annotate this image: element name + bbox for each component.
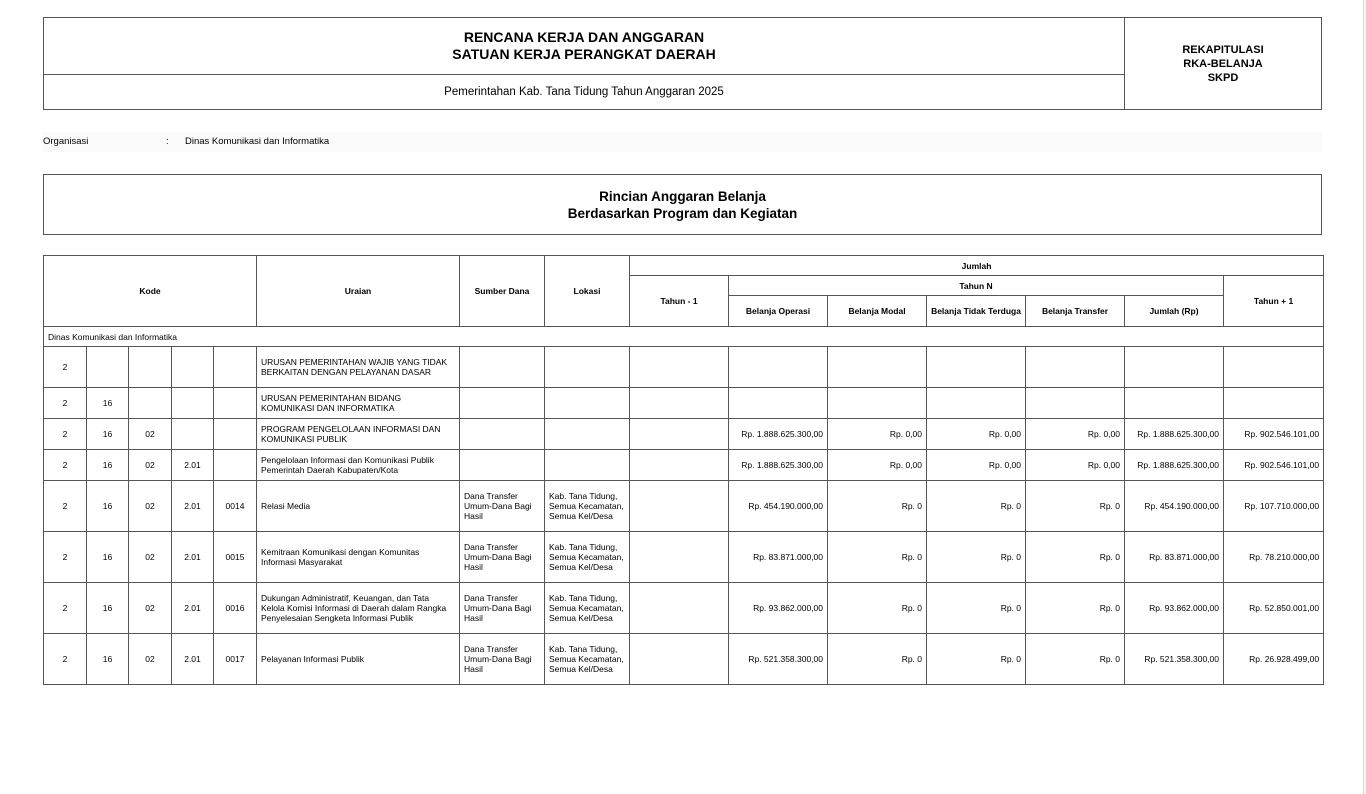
cell-belanja-transfer: Rp. 0 [1026,481,1125,532]
cell-belanja-transfer: Rp. 0,00 [1026,419,1125,450]
cell-kode-3: 02 [129,583,172,634]
cell-uraian: URUSAN PEMERINTAHAN BIDANG KOMUNIKASI DAN INFORMATIKA [257,388,460,419]
cell-kode-4: 2.01 [172,634,214,685]
table-row [44,388,1324,419]
table-row [44,634,1324,685]
header-subtitle: Pemerintahan Kab. Tana Tidung Tahun Anggaran 2025 [444,86,724,98]
col-tahun-minus: Tahun - 1 [630,276,729,327]
org-section-label: Dinas Komunikasi dan Informatika [44,327,1324,347]
cell-kode-3: 02 [129,419,172,450]
cell-lokasi [545,419,630,450]
cell-kode-4: 2.01 [172,450,214,481]
cell-kode-1: 2 [44,347,87,388]
cell-sumber-dana: Dana Transfer Umum-Dana Bagi Hasil [460,481,545,532]
cell-kode-2: 16 [87,450,129,481]
cell-kode-5: 0016 [214,583,257,634]
cell-lokasi: Kab. Tana Tidung, Semua Kecamatan, Semua Kel/Desa [545,481,630,532]
cell-jumlah-rp: Rp. 454.190.000,00 [1125,481,1224,532]
cell-kode-4: 2.01 [172,532,214,583]
cell-tahun-plus [1224,347,1324,388]
table-row [44,419,1324,450]
cell-kode-4: 2.01 [172,583,214,634]
cell-lokasi [545,450,630,481]
cell-belanja-tidak-terduga [927,347,1026,388]
cell-tahun-minus [630,388,729,419]
cell-uraian: Kemitraan Komunikasi dengan Komunitas Informasi Masyarakat [257,532,460,583]
cell-kode-3: 02 [129,634,172,685]
cell-tahun-minus [630,481,729,532]
cell-kode-1: 2 [44,481,87,532]
cell-belanja-modal: Rp. 0,00 [828,419,927,450]
col-lokasi: Lokasi [545,256,630,327]
header-title-line1: RENCANA KERJA DAN ANGGARAN [463,29,705,45]
cell-belanja-tidak-terduga: Rp. 0 [927,583,1026,634]
cell-tahun-plus: Rp. 78.210.000,00 [1224,532,1324,583]
col-jumlah-rp: Jumlah (Rp) [1125,296,1224,327]
cell-belanja-tidak-terduga: Rp. 0 [927,532,1026,583]
cell-jumlah-rp: Rp. 93.862.000,00 [1125,583,1224,634]
col-kode: Kode [44,256,257,327]
cell-kode-5 [214,388,257,419]
cell-kode-2: 16 [87,481,129,532]
cell-tahun-plus [1224,388,1324,419]
table-row [44,583,1324,634]
cell-uraian: Pengelolaan Informasi dan Komunikasi Publik Pemerintah Daerah Kabupaten/Kota [257,450,460,481]
cell-belanja-tidak-terduga: Rp. 0,00 [927,419,1026,450]
cell-sumber-dana: Dana Transfer Umum-Dana Bagi Hasil [460,532,545,583]
cell-belanja-tidak-terduga: Rp. 0 [927,634,1026,685]
cell-sumber-dana: Dana Transfer Umum-Dana Bagi Hasil [460,583,545,634]
table-row [44,532,1324,583]
cell-uraian: URUSAN PEMERINTAHAN WAJIB YANG TIDAK BERKAITAN DENGAN PELAYANAN DASAR [257,347,460,388]
cell-kode-1: 2 [44,388,87,419]
cell-belanja-operasi: Rp. 454.190.000,00 [729,481,828,532]
cell-belanja-transfer [1026,388,1125,419]
cell-kode-4: 2.01 [172,481,214,532]
header-title-line2: SATUAN KERJA PERANGKAT DAERAH [452,46,716,62]
organisasi-colon: : [166,136,169,147]
cell-kode-2: 16 [87,583,129,634]
cell-jumlah-rp: Rp. 1.888.625.300,00 [1125,419,1224,450]
col-uraian: Uraian [257,256,460,327]
cell-belanja-transfer: Rp. 0 [1026,583,1125,634]
cell-kode-4 [172,347,214,388]
table-row [44,450,1324,481]
cell-kode-1: 2 [44,583,87,634]
cell-kode-4 [172,419,214,450]
organisasi-label: Organisasi [43,136,89,147]
cell-tahun-plus: Rp. 26.928.499,00 [1224,634,1324,685]
document-header [43,17,1322,110]
rincian-line1: Rincian Anggaran Belanja [599,189,766,204]
rincian-title [43,174,1322,235]
cell-uraian: PROGRAM PENGELOLAAN INFORMASI DAN KOMUNIKASI PUBLIK [257,419,460,450]
cell-kode-2: 16 [87,419,129,450]
cell-kode-1: 2 [44,419,87,450]
cell-belanja-modal: Rp. 0 [828,583,927,634]
header-row-1 [44,256,1324,276]
cell-belanja-operasi: Rp. 521.358.300,00 [729,634,828,685]
table-row [44,481,1324,532]
cell-kode-3: 02 [129,481,172,532]
cell-kode-1: 2 [44,634,87,685]
cell-tahun-minus [630,532,729,583]
cell-lokasi: Kab. Tana Tidung, Semua Kecamatan, Semua Kel/Desa [545,532,630,583]
cell-belanja-modal [828,388,927,419]
cell-jumlah-rp: Rp. 1.888.625.300,00 [1125,450,1224,481]
cell-belanja-tidak-terduga: Rp. 0 [927,481,1026,532]
cell-belanja-transfer: Rp. 0,00 [1026,450,1125,481]
cell-kode-3 [129,347,172,388]
cell-belanja-operasi [729,347,828,388]
col-sumber-dana: Sumber Dana [460,256,545,327]
cell-kode-3: 02 [129,450,172,481]
header-right-line1: REKAPITULASI [1182,44,1264,56]
cell-lokasi [545,347,630,388]
cell-belanja-operasi: Rp. 1.888.625.300,00 [729,450,828,481]
cell-jumlah-rp [1125,347,1224,388]
cell-jumlah-rp: Rp. 83.871.000,00 [1125,532,1224,583]
header-right-line2: RKA-BELANJA [1183,58,1263,70]
cell-belanja-operasi [729,388,828,419]
cell-tahun-minus [630,347,729,388]
cell-sumber-dana [460,450,545,481]
cell-tahun-plus: Rp. 902.546.101,00 [1224,419,1324,450]
cell-jumlah-rp [1125,388,1224,419]
header-title [44,18,1124,75]
cell-kode-5 [214,450,257,481]
cell-belanja-modal: Rp. 0,00 [828,450,927,481]
cell-kode-2: 16 [87,532,129,583]
cell-tahun-minus [630,634,729,685]
cell-kode-1: 2 [44,450,87,481]
cell-tahun-plus: Rp. 107.710.000,00 [1224,481,1324,532]
cell-tahun-plus: Rp. 52.850.001,00 [1224,583,1324,634]
cell-belanja-tidak-terduga [927,388,1026,419]
col-tahun-plus: Tahun + 1 [1224,276,1324,327]
cell-kode-5: 0017 [214,634,257,685]
cell-belanja-modal: Rp. 0 [828,532,927,583]
cell-kode-5 [214,419,257,450]
table-row [44,347,1324,388]
cell-lokasi: Kab. Tana Tidung, Semua Kecamatan, Semua Kel/Desa [545,634,630,685]
rincian-line2: Berdasarkan Program dan Kegiatan [567,206,798,221]
org-section-row [44,327,1324,347]
cell-kode-4 [172,388,214,419]
cell-kode-5: 0014 [214,481,257,532]
cell-kode-2 [87,347,129,388]
cell-belanja-transfer: Rp. 0 [1026,532,1125,583]
cell-sumber-dana [460,419,545,450]
cell-kode-5 [214,347,257,388]
cell-uraian: Pelayanan Informasi Publik [257,634,460,685]
col-jumlah: Jumlah [630,256,1324,276]
cell-belanja-modal: Rp. 0 [828,634,927,685]
cell-kode-3: 02 [129,532,172,583]
header-right-label [1125,18,1321,109]
col-belanja-modal: Belanja Modal [828,296,927,327]
cell-kode-5: 0015 [214,532,257,583]
cell-belanja-modal: Rp. 0 [828,481,927,532]
cell-kode-2: 16 [87,634,129,685]
cell-belanja-operasi: Rp. 93.862.000,00 [729,583,828,634]
cell-lokasi: Kab. Tana Tidung, Semua Kecamatan, Semua Kel/Desa [545,583,630,634]
cell-belanja-operasi: Rp. 1.888.625.300,00 [729,419,828,450]
col-belanja-tidak-terduga: Belanja Tidak Terduga [927,296,1026,327]
cell-sumber-dana: Dana Transfer Umum-Dana Bagi Hasil [460,634,545,685]
organisasi-row [43,132,1322,152]
cell-belanja-operasi: Rp. 83.871.000,00 [729,532,828,583]
header-right-line3: SKPD [1207,72,1239,84]
cell-lokasi [545,388,630,419]
organisasi-value: Dinas Komunikasi dan Informatika [185,136,330,147]
cell-tahun-minus [630,419,729,450]
cell-belanja-transfer [1026,347,1125,388]
cell-kode-1: 2 [44,532,87,583]
cell-kode-3 [129,388,172,419]
cell-jumlah-rp: Rp. 521.358.300,00 [1125,634,1224,685]
cell-belanja-tidak-terduga: Rp. 0,00 [927,450,1026,481]
cell-uraian: Dukungan Administratif, Keuangan, dan Tata Kelola Komisi Informasi di Daerah dalam Rangka Penyelesaian Sengketa Informasi Publik [257,583,460,634]
col-belanja-operasi: Belanja Operasi [729,296,828,327]
budget-table [43,255,1324,685]
col-belanja-transfer: Belanja Transfer [1026,296,1125,327]
cell-sumber-dana [460,347,545,388]
cell-belanja-transfer: Rp. 0 [1026,634,1125,685]
header-left [44,18,1125,109]
col-tahun-n: Tahun N [729,276,1224,296]
cell-sumber-dana [460,388,545,419]
cell-uraian: Relasi Media [257,481,460,532]
cell-tahun-plus: Rp. 902.546.101,00 [1224,450,1324,481]
cell-belanja-modal [828,347,927,388]
cell-tahun-minus [630,583,729,634]
cell-kode-2: 16 [87,388,129,419]
cell-tahun-minus [630,450,729,481]
